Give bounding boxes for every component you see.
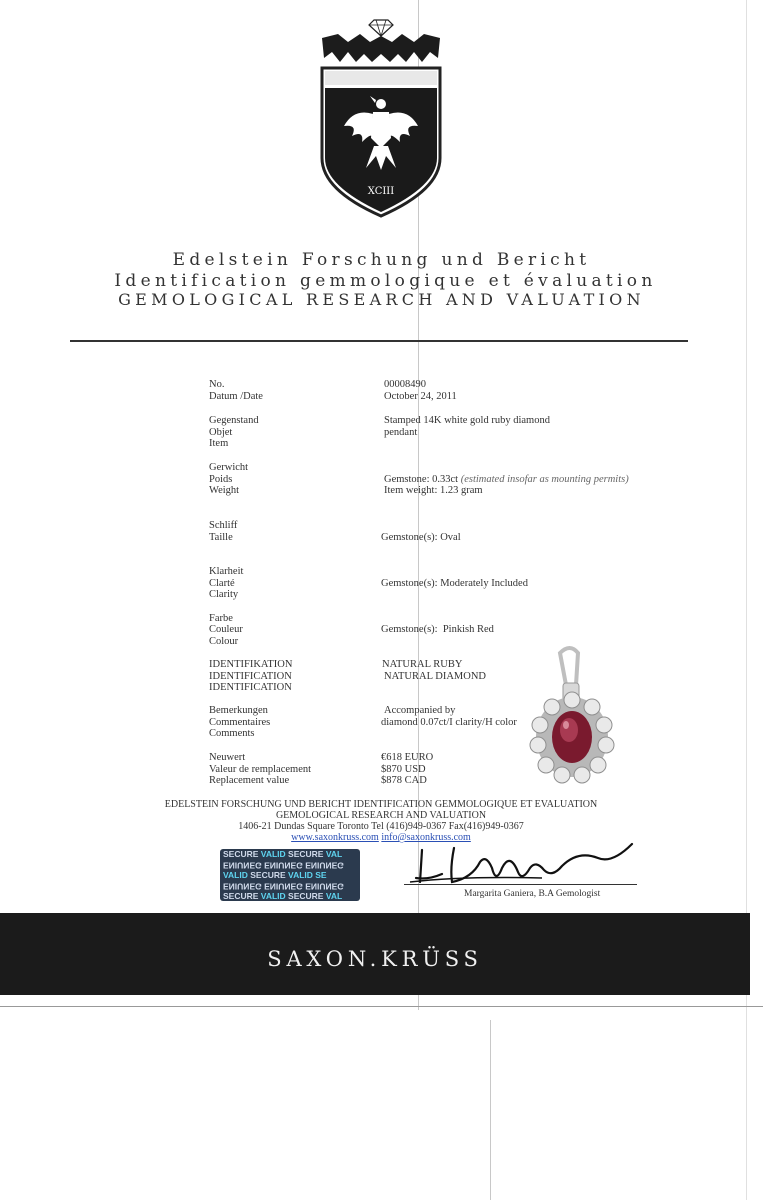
signatory-name: Margarita Ganiera, B.A Gemologist bbox=[464, 889, 601, 899]
field-label: Valeur de remplacement bbox=[209, 764, 312, 775]
handwritten-signature bbox=[402, 838, 638, 886]
crest-numeral: XCIII bbox=[367, 186, 395, 197]
heading-english: GEMOLOGICAL RESEARCH AND VALUATION bbox=[118, 290, 645, 309]
field-label: Colour bbox=[209, 636, 239, 647]
field-label: Clarity bbox=[209, 589, 239, 600]
weight-note: (estimated insofar as mounting permits) bbox=[460, 474, 629, 485]
hologram-row: VALID SECURE VALID SE bbox=[223, 870, 327, 880]
field-label: No. bbox=[209, 379, 225, 390]
certificate-date: October 24, 2011 bbox=[384, 391, 457, 402]
scan-line bbox=[746, 0, 747, 1200]
gemstone-weight bbox=[384, 474, 629, 486]
eagle-crest-logo bbox=[318, 8, 444, 218]
value-cad: $878 CAD bbox=[381, 775, 427, 786]
field-label: IDENTIFIKATION bbox=[209, 659, 293, 670]
heading-german: Edelstein Forschung und Bericht bbox=[172, 250, 591, 270]
item-weight: Item weight: 1.23 gram bbox=[384, 485, 483, 496]
field-label: Farbe bbox=[209, 613, 233, 624]
field-label: Clarté bbox=[209, 578, 235, 589]
value-euro: €618 EURO bbox=[381, 752, 434, 763]
website-link[interactable]: www.saxonkruss.com bbox=[291, 832, 379, 843]
field-label: Gerwicht bbox=[209, 462, 249, 473]
field-label: Weight bbox=[209, 485, 240, 496]
field-label: Neuwert bbox=[209, 752, 246, 763]
footer-company: EDELSTEIN FORSCHUNG UND BERICHT IDENTIFICATION GEMMOLOGIQUE ET EVALUATION bbox=[164, 799, 598, 810]
heading-french: Identification gemmologique et évaluation bbox=[114, 271, 657, 291]
footer-subtitle: GEMOLOGICAL RESEARCH AND VALUATION bbox=[275, 810, 487, 821]
comments-value: Accompanied by bbox=[384, 705, 456, 716]
clarity-value: Gemstone(s): Moderately Included bbox=[381, 578, 528, 589]
brand-name: SAXON.KRÜSS bbox=[267, 947, 483, 971]
comments-value: diamond 0.07ct/I clarity/H color bbox=[381, 717, 517, 728]
field-label: Klarheit bbox=[209, 566, 244, 577]
gemstone-weight-value: Gemstone: 0.33ct bbox=[384, 474, 459, 485]
item-description: Stamped 14K white gold ruby diamond bbox=[384, 415, 550, 426]
field-label: Replacement value bbox=[209, 775, 290, 786]
footer-address: 1406-21 Dundas Square Toronto Tel (416)949-0367 Fax(416)949-0367 bbox=[238, 821, 524, 832]
cut-value: Gemstone(s): Oval bbox=[381, 532, 461, 543]
hologram-row: SECURE VALID SECURE VAL bbox=[223, 849, 343, 859]
bottom-rule bbox=[0, 1006, 763, 1007]
footer-links bbox=[0, 832, 763, 843]
hologram-row: SECURE VALID SECURE VAL bbox=[223, 891, 343, 901]
identification-value: NATURAL DIAMOND bbox=[384, 671, 486, 682]
field-label: Poids bbox=[209, 474, 233, 485]
email-link[interactable]: info@saxonkruss.com bbox=[381, 832, 471, 843]
hologram-row: ENIUNEG ENIUNEG ENIUNEG bbox=[223, 860, 344, 870]
pendant-photo bbox=[520, 645, 620, 790]
field-label: Item bbox=[209, 438, 229, 449]
header-rule bbox=[70, 340, 688, 342]
field-label: Gegenstand bbox=[209, 415, 259, 426]
field-label: Schliff bbox=[209, 520, 238, 531]
field-label: Bemerkungen bbox=[209, 705, 268, 716]
field-label: IDENTIFICATION bbox=[209, 671, 292, 682]
field-label: Objet bbox=[209, 427, 233, 438]
value-usd: $870 USD bbox=[381, 764, 426, 775]
certificate-number: 00008490 bbox=[384, 379, 426, 390]
signature-line bbox=[404, 884, 637, 885]
colour-value: Gemstone(s): Pinkish Red bbox=[381, 624, 494, 635]
field-label: IDENTIFICATION bbox=[209, 682, 292, 693]
scan-line bbox=[490, 1020, 491, 1200]
field-label: Couleur bbox=[209, 624, 243, 635]
identification-value: NATURAL RUBY bbox=[382, 659, 463, 670]
field-label: Datum /Date bbox=[209, 391, 263, 402]
item-description: pendant bbox=[384, 427, 418, 438]
hologram-row: ENIUNEG ENIUNEG ENIUNEG bbox=[223, 881, 344, 891]
field-label: Comments bbox=[209, 728, 255, 739]
field-label: Commentaires bbox=[209, 717, 271, 728]
security-hologram bbox=[220, 849, 360, 901]
field-label: Taille bbox=[209, 532, 233, 543]
